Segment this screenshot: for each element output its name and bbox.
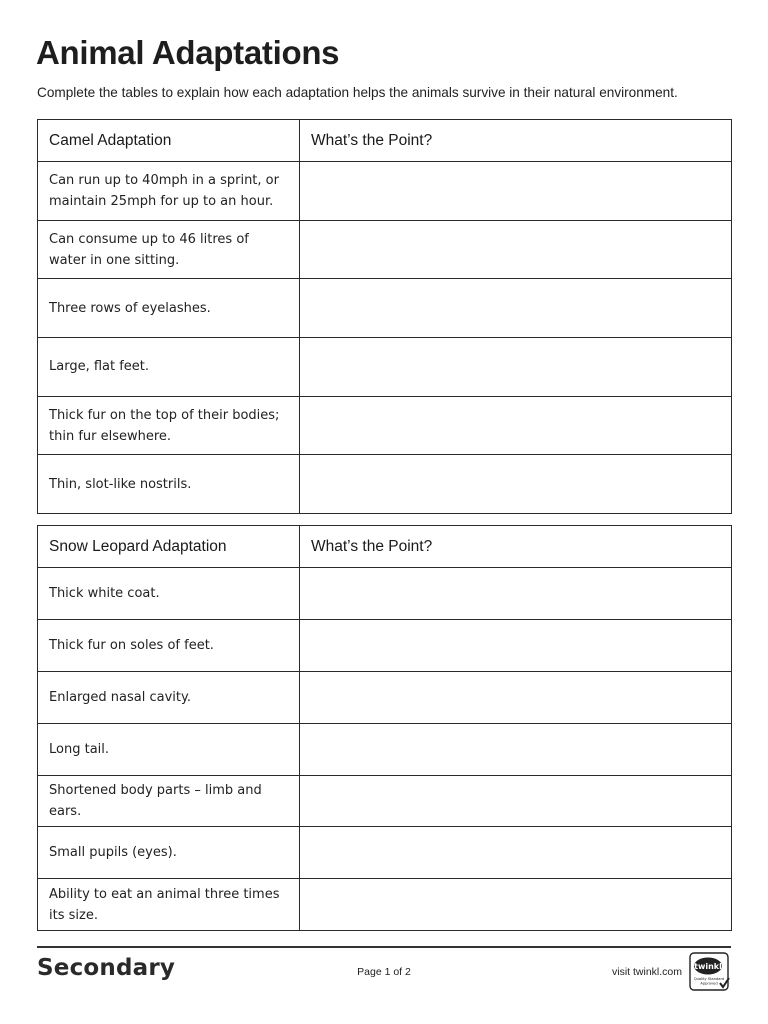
answer-cell[interactable] [300,775,732,827]
adaptation-cell: Small pupils (eyes). [38,827,300,879]
page-title: Animal Adaptations [36,34,340,71]
table-row [38,879,732,931]
column-header-adaptation: Snow Leopard Adaptation [38,526,300,568]
answer-cell[interactable] [300,619,732,671]
adaptation-cell: Thin, slot-like nostrils. [38,455,300,514]
table-row [38,279,732,338]
answer-cell[interactable] [300,162,732,221]
table-row [38,162,732,221]
table-row [38,723,732,775]
answer-cell[interactable] [300,879,732,931]
column-header-point: What’s the Point? [300,120,732,162]
table-row [38,827,732,879]
adaptation-cell: Three rows of eyelashes. [38,279,300,338]
page-number: Page 1 of 2 [357,966,411,978]
instructions-text: Complete the tables to explain how each adaptation helps the animals survive in their natural environment. [37,85,678,100]
answer-cell[interactable] [300,338,732,397]
adaptation-cell: Long tail. [38,723,300,775]
adaptation-cell: Enlarged nasal cavity. [38,671,300,723]
answer-cell[interactable] [300,671,732,723]
visit-link[interactable]: visit twinkl.com [611,966,682,978]
snow-leopard-adaptation-table [37,525,732,931]
footer-divider [37,946,731,948]
table-row [38,220,732,279]
answer-cell[interactable] [300,220,732,279]
column-header-point: What’s the Point? [300,526,732,568]
adaptation-cell: Ability to eat an animal three times its size. [38,879,300,931]
column-header-adaptation: Camel Adaptation [38,120,300,162]
svg-text:Approved: Approved [700,981,718,986]
table-row [38,568,732,620]
adaptation-cell: Can consume up to 46 litres of water in one sitting. [38,220,300,279]
answer-cell[interactable] [300,723,732,775]
adaptation-cell: Thick fur on soles of feet. [38,619,300,671]
adaptation-cell: Thick white coat. [38,568,300,620]
answer-cell[interactable] [300,568,732,620]
adaptation-cell: Can run up to 40mph in a sprint, or maintain 25mph for up to an hour. [38,162,300,221]
adaptation-cell: Shortened body parts – limb and ears. [38,775,300,827]
adaptation-cell: Thick fur on the top of their bodies; thin fur elsewhere. [38,396,300,455]
answer-cell[interactable] [300,827,732,879]
table-row [38,455,732,514]
answer-cell[interactable] [300,455,732,514]
adaptation-cell: Large, flat feet. [38,338,300,397]
table-header-row [38,526,732,568]
svg-text:Quality Standard: Quality Standard [693,977,725,981]
table-row [38,396,732,455]
table-row [38,619,732,671]
answer-cell[interactable] [300,279,732,338]
svg-text:twinkl: twinkl [694,962,722,971]
table-row [38,775,732,827]
table-row [38,671,732,723]
table-row [38,338,732,397]
brand-secondary: Secondary [37,955,176,981]
table-header-row [38,120,732,162]
camel-adaptation-table [37,119,732,514]
answer-cell[interactable] [300,396,732,455]
twinkl-quality-badge-icon [689,952,731,992]
